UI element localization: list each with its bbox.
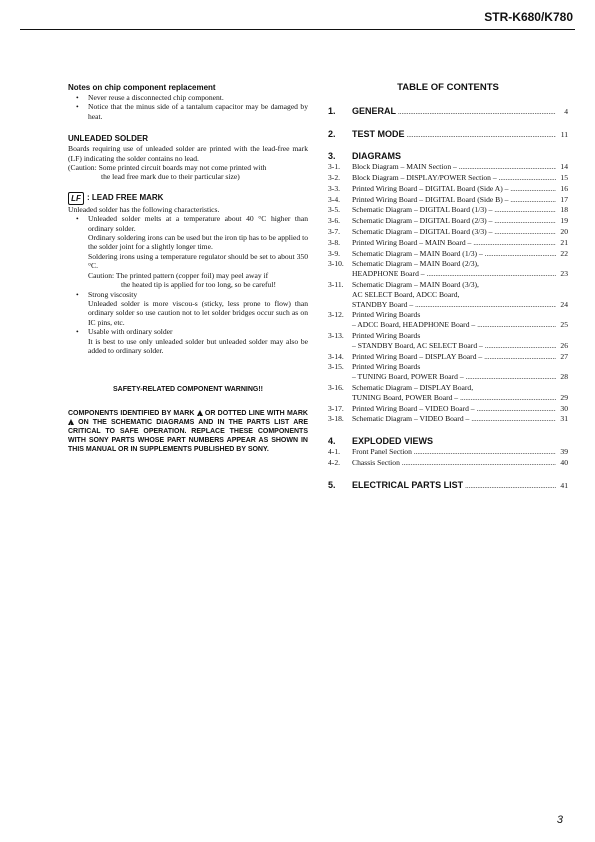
toc-entry-continuation[interactable] [328, 393, 568, 404]
toc-section[interactable] [328, 130, 568, 141]
list-item-text: It is best to use only unleaded solder but unleaded solder may also be added to ordinary solder. [88, 336, 308, 355]
lead-free-heading [68, 192, 308, 205]
toc-entry-title: HEADPHONE Board – [352, 269, 425, 279]
toc-page-number: 4 [564, 106, 568, 116]
toc-entry-title: Schematic Diagram – MAIN Board (3/3), [352, 279, 479, 289]
toc-entry-title: AC SELECT Board, ADCC Board, [352, 289, 460, 299]
list-item [68, 290, 308, 328]
toc-page-number: 17 [560, 194, 568, 204]
leader-dots [485, 250, 556, 260]
toc-page-number: 24 [560, 299, 568, 309]
toc-entry[interactable] [328, 173, 568, 184]
toc-entry[interactable] [328, 280, 568, 290]
toc-entry-continuation[interactable] [328, 300, 568, 311]
toc-entry[interactable] [328, 184, 568, 195]
leader-dots [499, 174, 556, 184]
toc-page-number: 11 [560, 129, 568, 139]
toc-section-number: 2. [328, 128, 336, 139]
toc-page-number: 39 [560, 446, 568, 456]
toc-entry-number: 3-10. [328, 259, 344, 269]
toc-section-title: GENERAL [352, 105, 397, 116]
toc-entry-number: 3-3. [328, 183, 341, 193]
toc-entry-number: 3-17. [328, 403, 344, 413]
toc-page-number: 19 [560, 216, 568, 226]
toc-page-number: 18 [560, 205, 568, 215]
toc-entry[interactable] [328, 331, 568, 341]
toc-entry-title: Printed Wiring Board – VIDEO Board – [352, 403, 475, 413]
leader-dots [477, 405, 556, 415]
unleaded-solder-body: Boards requiring use of unleaded solder are printed with the lead-free mark (LF) indicating the solder contains no lead. [68, 144, 308, 163]
toc-entry-continuation[interactable] [328, 372, 568, 383]
toc-entry-number: 3-6. [328, 216, 341, 226]
left-column [68, 83, 308, 454]
unleaded-caution-line-2: the lead free mark due to their particular size) [101, 172, 240, 182]
toc-title: TABLE OF CONTENTS [397, 82, 499, 93]
toc-entry-title: Printed Wiring Board – DIGITAL Board (Side B) – [352, 194, 509, 204]
toc-section-number: 1. [328, 105, 336, 116]
list-item: • Notice that the minus side of a tantalum capacitor may be damaged by heat. [68, 102, 308, 121]
caution-line: the heated tip is applied for too long, so be careful! [121, 280, 276, 290]
toc-entry-title: TUNING Board, POWER Board – [352, 392, 459, 402]
unleaded-solder-title: UNLEADED SOLDER [68, 134, 149, 144]
toc-page-number: 26 [560, 340, 568, 350]
toc-entry-number: 3-12. [328, 310, 344, 320]
lead-free-title: : LEAD FREE MARK [87, 193, 164, 203]
toc-entry-number: 4-1. [328, 446, 341, 456]
toc-entry-title: Schematic Diagram – DISPLAY Board, [352, 382, 474, 392]
toc-entry-title: STANDBY Board – [352, 299, 414, 309]
leader-dots [465, 482, 556, 492]
toc-entry-title: Schematic Diagram – MAIN Board (2/3), [352, 259, 479, 269]
safety-text: OR DOTTED LINE WITH MARK [204, 409, 308, 417]
toc-page-number: 23 [560, 269, 568, 279]
toc-entry[interactable] [328, 362, 568, 372]
toc-page-number: 30 [560, 403, 568, 413]
toc-entry[interactable] [328, 414, 568, 425]
toc-page-number: 40 [560, 457, 568, 467]
toc-entry-continuation[interactable] [328, 341, 568, 352]
toc-page-number: 28 [560, 372, 568, 382]
toc-entry-title: Printed Wiring Boards [352, 362, 421, 372]
toc-entry-number: 3-5. [328, 205, 341, 215]
page-number: 3 [556, 814, 563, 826]
list-item-text: Unleaded solder is more viscou-s (sticky, less prone to flow) than ordinary solder so use caution not to let solder bridges occur such as on IC pins, etc. [88, 298, 308, 327]
toc-entry-title: Schematic Diagram – VIDEO Board – [352, 414, 470, 424]
toc-entry[interactable] [328, 404, 568, 415]
toc-entry-number: 3-14. [328, 351, 344, 361]
toc-entry-title: Chassis Section [352, 457, 400, 467]
toc-entry[interactable] [328, 195, 568, 206]
toc-section[interactable] [328, 152, 568, 162]
toc-page-number: 16 [560, 183, 568, 193]
toc-entry[interactable] [328, 238, 568, 249]
toc-page-number: 20 [560, 226, 568, 236]
toc-entry[interactable] [328, 249, 568, 260]
leader-dots [494, 228, 556, 238]
model-number: STR-K680/K780 [484, 10, 573, 24]
toc-page-number: 41 [560, 480, 568, 490]
leader-dots [471, 415, 556, 425]
leader-dots [477, 321, 556, 331]
toc-entry-title: Printed Wiring Boards [352, 310, 421, 320]
toc-entry[interactable] [328, 216, 568, 227]
toc-section-title: DIAGRAMS [352, 151, 401, 162]
toc-entry-title: Printed Wiring Board – MAIN Board – [352, 237, 472, 247]
toc-entry-title: Printed Wiring Board – DIGITAL Board (Side A) – [352, 183, 509, 193]
leader-dots [510, 185, 556, 195]
table-of-contents [328, 83, 568, 491]
leader-dots [510, 196, 556, 206]
list-item-text: Strong viscosity [88, 289, 138, 299]
toc-entry-number: 3-4. [328, 194, 341, 204]
toc-page-number: 27 [560, 351, 568, 361]
leader-dots [466, 373, 556, 383]
toc-page-number: 31 [560, 414, 568, 424]
toc-entry[interactable] [328, 310, 568, 320]
toc-page-number: 14 [560, 162, 568, 172]
toc-entry[interactable] [328, 383, 568, 393]
toc-entry-title: Front Panel Section [352, 446, 412, 456]
toc-entry-title: Schematic Diagram – MAIN Board (1/3) – [352, 248, 483, 258]
toc-page-number: 21 [560, 237, 568, 247]
toc-entry-number: 3-2. [328, 172, 341, 182]
safety-warning-body [68, 409, 308, 454]
leader-dots [460, 394, 556, 404]
toc-entry-title: Printed Wiring Boards [352, 330, 421, 340]
leader-dots [414, 448, 556, 458]
list-item-text: Usable with ordinary solder [88, 327, 173, 337]
toc-entry-title: Printed Wiring Board – DISPLAY Board – [352, 351, 483, 361]
toc-entry-title: – TUNING Board, POWER Board – [352, 372, 464, 382]
toc-entry-number: 3-16. [328, 382, 344, 392]
toc-entry[interactable] [328, 227, 568, 238]
lead-free-intro: Unleaded solder has the following characteristics. [68, 204, 220, 214]
toc-entry-number: 3-11. [328, 279, 344, 289]
list-item [68, 327, 308, 355]
toc-entry-number: 3-13. [328, 330, 344, 340]
warning-triangle-icon [68, 419, 74, 425]
toc-section[interactable] [328, 481, 568, 492]
warning-triangle-icon [197, 410, 203, 416]
unleaded-caution-line-1: (Caution: Some printed circuit boards may not come printed with [68, 163, 267, 173]
toc-entry-number: 3-18. [328, 414, 344, 424]
toc-section-number: 5. [328, 479, 336, 490]
chip-notes-list [68, 93, 308, 121]
toc-entry-number: 3-8. [328, 237, 341, 247]
leader-dots [459, 163, 556, 173]
toc-entry-title: Schematic Diagram – DIGITAL Board (1/3) – [352, 205, 493, 215]
toc-entry-number: 3-7. [328, 226, 341, 236]
toc-section[interactable] [328, 107, 568, 118]
header-rule [20, 29, 575, 30]
list-item-text: Unleaded solder melts at a temperature about 40 °C higher than ordinary solder. [88, 214, 308, 233]
lead-free-logo-icon: LF [68, 192, 84, 205]
toc-entry-continuation [328, 290, 568, 300]
toc-entry-number: 3-9. [328, 248, 341, 258]
toc-entry-title: – STANDBY Board, AC SELECT Board – [352, 340, 483, 350]
safety-warning-title: SAFETY-RELATED COMPONENT WARNING!! [113, 386, 263, 394]
leader-dots [427, 270, 556, 280]
toc-section-title: EXPLODED VIEWS [352, 436, 434, 447]
toc-entry-title: Schematic Diagram – DIGITAL Board (2/3) – [352, 216, 493, 226]
toc-entry-continuation[interactable] [328, 269, 568, 280]
toc-section-number: 4. [328, 436, 336, 447]
leader-dots [398, 108, 556, 118]
toc-entry[interactable] [328, 259, 568, 269]
toc-entry-continuation[interactable] [328, 320, 568, 331]
chip-notes-title: Notes on chip component replacement [68, 83, 216, 92]
toc-section[interactable] [328, 437, 568, 447]
toc-page-number: 25 [560, 320, 568, 330]
caution-line: Caution: The printed pattern (copper foil) may peel away if [88, 270, 269, 280]
list-item [68, 214, 308, 289]
toc-entry-number: 3-15. [328, 362, 344, 372]
leader-dots [402, 459, 556, 469]
safety-text: ON THE SCHEMATIC DIAGRAMS AND IN THE PARTS LIST ARE CRITICAL TO SAFE OPERATION. REPLACE THESE COMPONENTS WITH SONY PARTS WHOSE PART NUMBERS APPEAR AS SHOWN IN THIS MANUAL OR IN SUPPLEMENTS PUBLISHED BY SONY. [68, 418, 308, 453]
toc-entry[interactable] [328, 162, 568, 173]
toc-entry[interactable] [328, 205, 568, 216]
list-item-text: Ordinary soldering irons can be used but the iron tip has to be applied to the solder joint for a slightly longer time. [88, 233, 308, 252]
leader-dots [473, 239, 556, 249]
toc-entry-title: Block Diagram – MAIN Section – [352, 162, 457, 172]
toc-entry-number: 4-2. [328, 457, 341, 467]
toc-page-number: 22 [560, 248, 568, 258]
toc-page-number: 15 [560, 172, 568, 182]
toc-entry[interactable] [328, 352, 568, 363]
leader-dots [494, 206, 556, 216]
leader-dots [485, 342, 556, 352]
toc-page-number: 29 [560, 392, 568, 402]
toc-entry-title: – ADCC Board, HEADPHONE Board – [352, 320, 476, 330]
list-item: • Never reuse a disconnected chip component. [68, 93, 308, 102]
leader-dots [407, 131, 556, 141]
leader-dots [415, 301, 556, 311]
leader-dots [484, 353, 556, 363]
toc-section-title: ELECTRICAL PARTS LIST [352, 479, 464, 490]
toc-section-title: TEST MODE [352, 128, 405, 139]
toc-entry-number: 3-1. [328, 162, 341, 172]
toc-entry[interactable] [328, 458, 568, 469]
lead-free-list [68, 214, 308, 355]
toc-section-number: 3. [328, 151, 336, 162]
toc-entry-title: Schematic Diagram – DIGITAL Board (3/3) – [352, 226, 493, 236]
safety-text: COMPONENTS IDENTIFIED BY MARK [68, 409, 195, 417]
toc-entry-title: Block Diagram – DISPLAY/POWER Section – [352, 172, 497, 182]
list-item-text: Soldering irons using a temperature regulator should be set to about 350 °C. [88, 251, 308, 271]
toc-entry[interactable] [328, 447, 568, 458]
leader-dots [494, 217, 556, 227]
